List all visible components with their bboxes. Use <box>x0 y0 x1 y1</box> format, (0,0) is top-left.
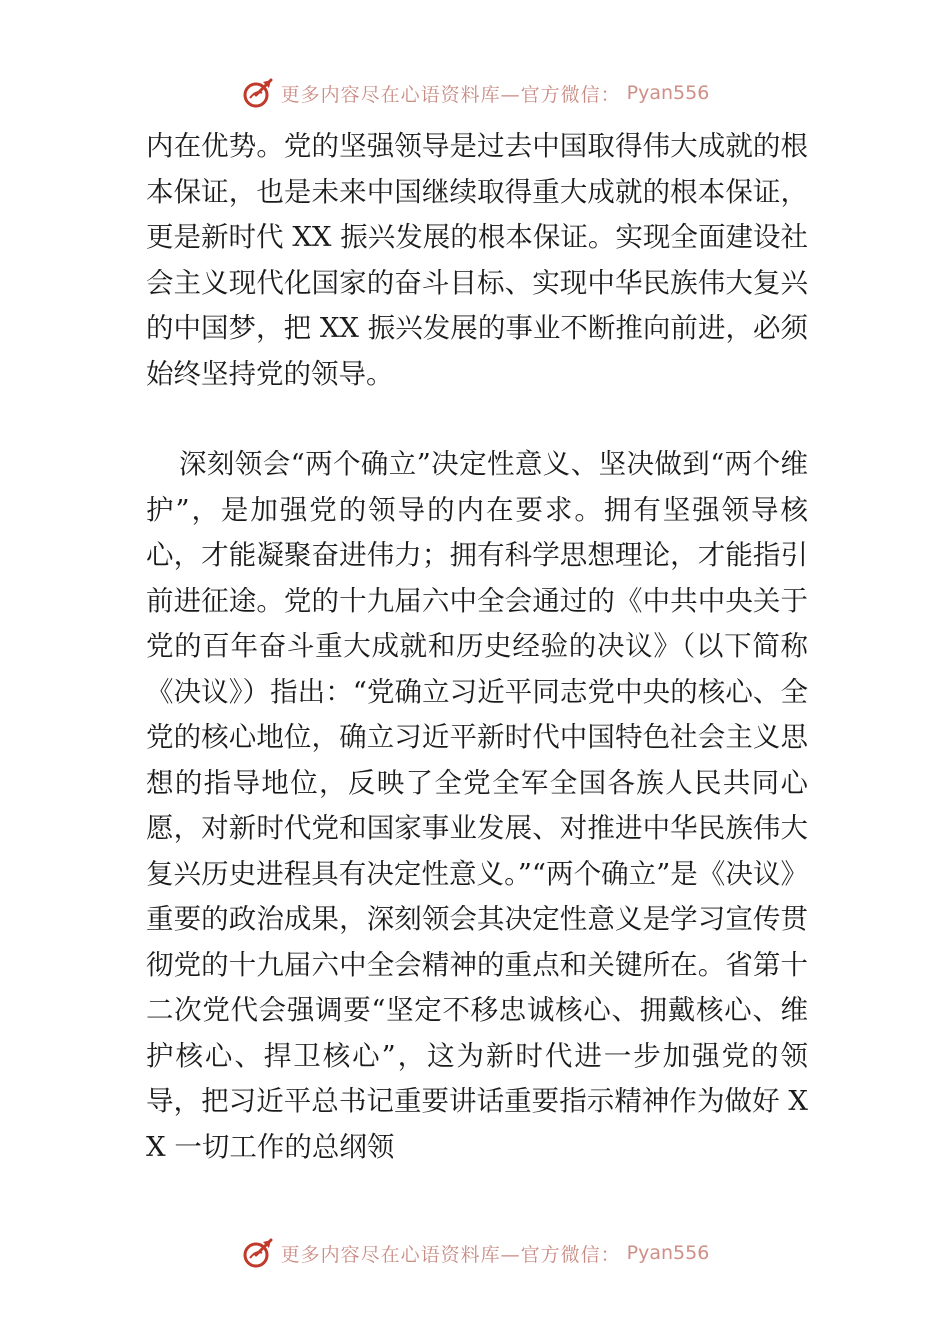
paragraph-1: 内在优势。党的坚强领导是过去中国取得伟大成就的根本保证，也是未来中国继续取得重大成就的根本保证，更是新时代 XX 振兴发展的根本保证。实现全面建设社会主义现代化国家的奋斗目标、实现中华民族伟大复兴的中国梦，把 XX 振兴发展的事业不断推向前进，必须始终坚持党的领导。 <box>146 130 808 390</box>
header-watermark <box>0 76 950 110</box>
watermark-text: 更多内容尽在心语资料库—官方微信： <box>280 83 621 106</box>
footer-watermark <box>0 1236 950 1270</box>
document-body <box>146 124 808 1170</box>
watermark-wechat-id: Pyan556 <box>626 82 710 104</box>
watermark-text: 更多内容尽在心语资料库—官方微信： <box>280 1243 621 1266</box>
paragraph-2: 深刻领会“两个确立”决定性意义、坚决做到“两个维护”，是加强党的领导的内在要求。拥有坚强领导核心，才能凝聚奋进伟力；拥有科学思想理论，才能指引前进征途。党的十九届六中全会通过的《中共中央关于党的百年奋斗重大成就和历史经验的决议》（以下简称《决议》）指出：“党确立习近平同志党中央的核心、全党的核心地位，确立习近平新时代中国特色社会主义思想的指导地位，反映了全党全军全国各族人民共同心愿，对新时代党和国家事业发展、对推进中华民族伟大复兴历史进程具有决定性意义。”“两个确立”是《决议》重要的政治成果，深刻领会其决定性意义是学习宣传贯彻党的十九届六中全会精神的重点和关键所在。省第十二次党代会强调要“坚定不移忠诚核心、拥戴核心、维护核心、捍卫核心”，这为新时代进一步加强党的领导，把习近平总书记重要讲话重要指示精神作为做好 XX 一切工作的总纲领 <box>146 448 808 1163</box>
watermark-wechat-id: Pyan556 <box>626 1242 710 1264</box>
quill-logo-icon <box>241 76 275 110</box>
quill-logo-icon <box>241 1236 275 1270</box>
